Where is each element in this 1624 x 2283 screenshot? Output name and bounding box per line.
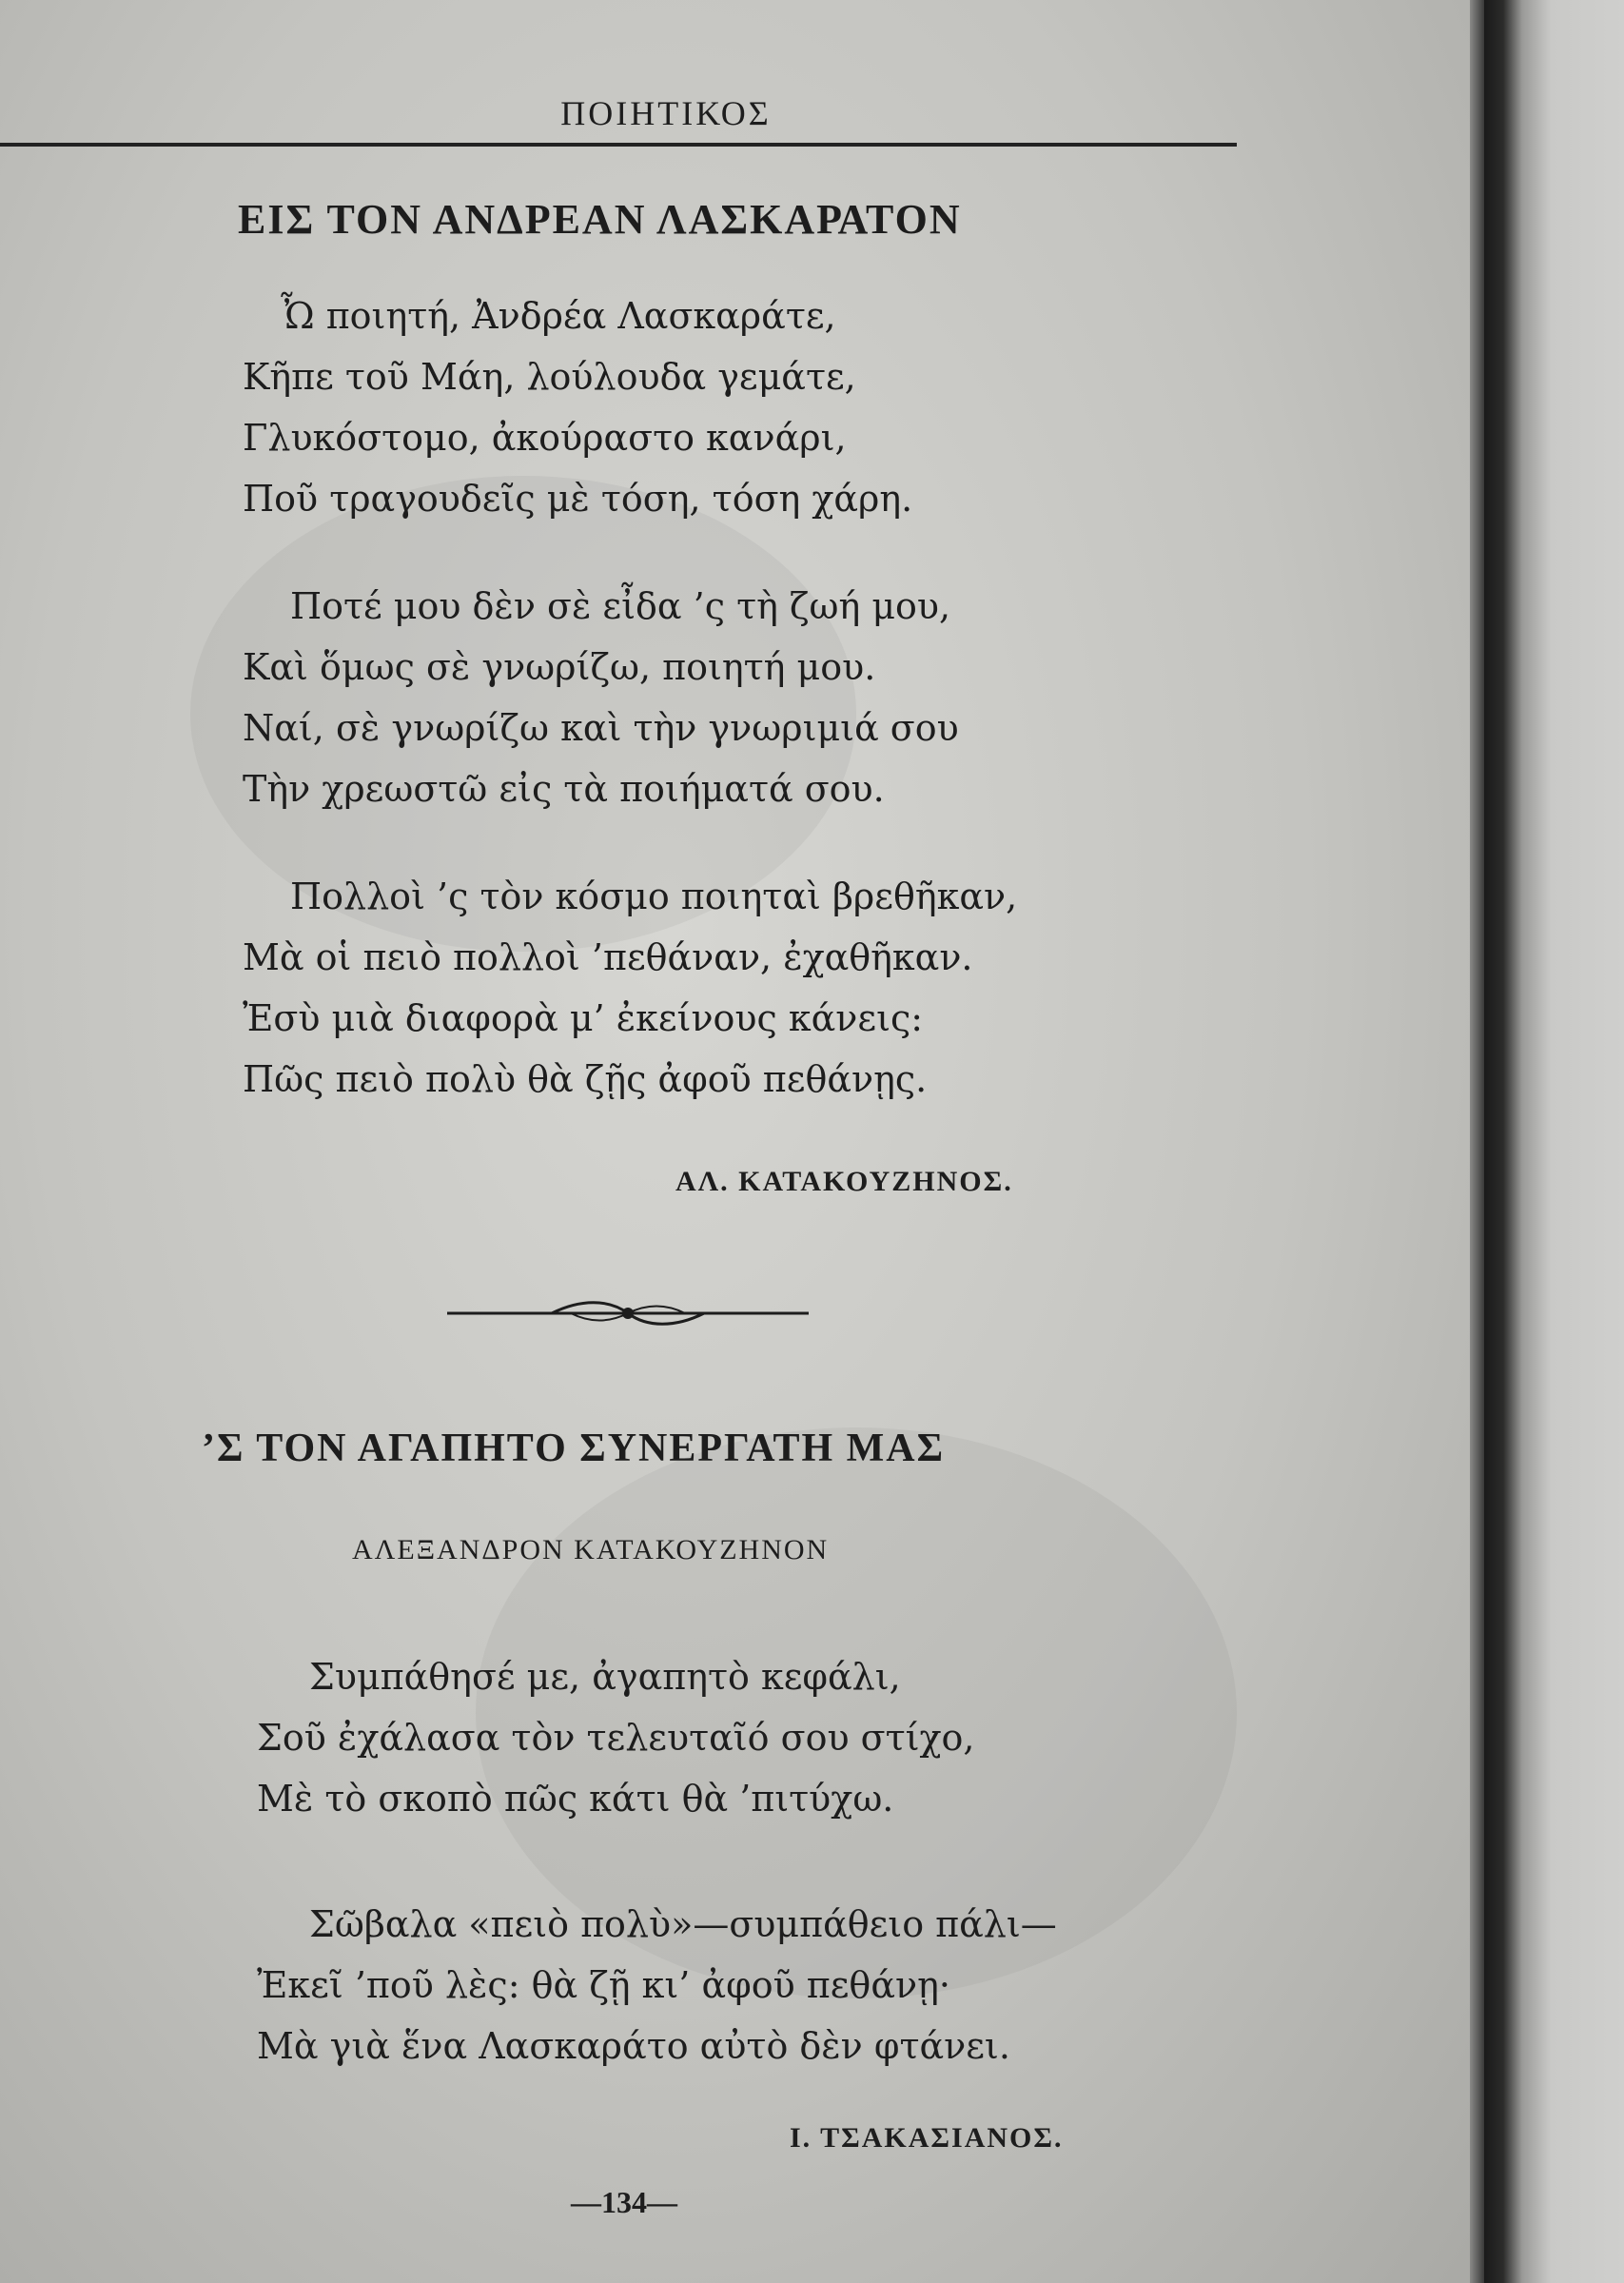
poem-line: Κῆπε τοῦ Μάη, λούλουδα γεμάτε,	[243, 356, 856, 398]
poem1-signature: ΑΛ. ΚΑΤΑΚΟΥΖΗΝΟΣ.	[675, 1166, 1013, 1197]
poem-line: Καὶ ὅμως σὲ γνωρίζω, ποιητή μου.	[243, 646, 876, 688]
poem-line: Μὲ τὸ σκοπὸ πῶς κάτι θὰ ’πιτύχω.	[257, 1778, 894, 1820]
poem2-subtitle: ΑΛΕΞΑΝΔΡΟΝ ΚΑΤΑΚΟΥΖΗΝΟΝ	[352, 1534, 830, 1565]
poem-line: Μὰ γιὰ ἕνα Λασκαράτο αὐτὸ δὲν φτάνει.	[257, 2025, 1010, 2067]
poem1-stanza-1	[243, 285, 912, 529]
poem-line: Μὰ οἱ πειὸ πολλοὶ ’πεθάναν, ἐχαθῆκαν.	[243, 936, 973, 978]
poem1-stanza-2	[243, 576, 959, 819]
poem-line: Σῶβαλα «πειὸ πολὺ»—συμπάθειο πάλι—	[309, 1903, 1057, 1945]
ornament-divider	[447, 1294, 809, 1332]
poem-line: Γλυκόστομο, ἀκούραστο κανάρι,	[243, 417, 847, 459]
poem-line: Ποτέ μου δὲν σὲ εἶδα ’ς τὴ ζωή μου,	[290, 585, 951, 627]
poem-line: Πῶς πειὸ πολὺ θὰ ζῇς ἀφοῦ πεθάνῃς.	[243, 1058, 928, 1100]
adjacent-page-edge	[1484, 0, 1624, 2283]
page-number: —134—	[571, 2185, 677, 2219]
poem-line: Ποῦ τραγουδεῖς μὲ τόση, τόση χάρη.	[243, 478, 913, 520]
poem-line: Συμπάθησέ με, ἀγαπητὸ κεφάλι,	[309, 1656, 901, 1698]
poem2-signature: Ι. ΤΣΑΚΑΣΙΑΝΟΣ.	[790, 2122, 1064, 2154]
poem2-stanza-1	[257, 1646, 974, 1829]
poem1-stanza-3	[243, 866, 1017, 1110]
poem2-title: ’Σ ΤΟΝ ΑΓΑΠΗΤΟ ΣΥΝΕΡΓΑΤΗ ΜΑΣ	[202, 1427, 946, 1470]
poem-line: Ναί, σὲ γνωρίζω καὶ τὴν γνωριμιά σου	[243, 707, 959, 749]
header-rule	[0, 143, 1237, 147]
poem-line: Σοῦ ἐχάλασα τὸν τελευταῖό σου στίχο,	[257, 1717, 975, 1759]
poem-line: Ὦ ποιητή, Ἀνδρέα Λασκαράτε,	[281, 295, 836, 337]
poem-line: Τὴν χρεωστῶ εἰς τὰ ποιήματά σου.	[243, 768, 885, 810]
running-header: ΠΟΙΗΤΙΚΟΣ	[560, 94, 772, 132]
poem-line: Ἐκεῖ ’ποῦ λὲς: θὰ ζῇ κι’ ἀφοῦ πεθάνῃ·	[257, 1964, 950, 2006]
poem-line: Πολλοὶ ’ς τὸν κόσμο ποιηταὶ βρεθῆκαν,	[290, 876, 1018, 917]
poem-line: Ἐσὺ μιὰ διαφορὰ μ’ ἐκείνους κάνεις:	[243, 997, 924, 1039]
poem2-stanza-2	[257, 1894, 1057, 2076]
poem1-title: ΕΙΣ ΤΟΝ ΑΝΔΡΕΑΝ ΛΑΣΚΑΡΑΤΟΝ	[238, 196, 962, 243]
